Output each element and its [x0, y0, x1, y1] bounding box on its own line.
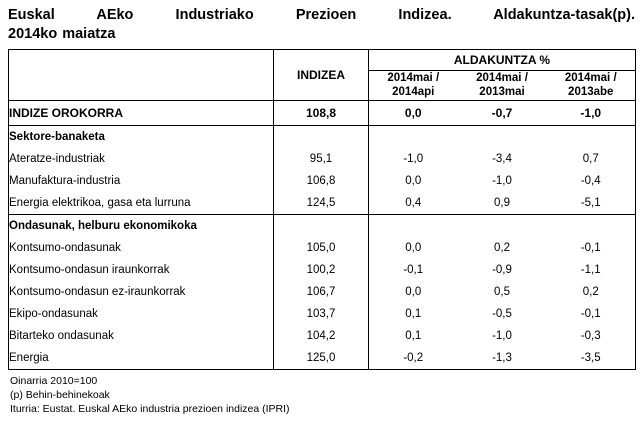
table-body: [9, 100, 636, 369]
table-row: [9, 347, 636, 370]
page-title-line2: 2014ko maiatza: [8, 25, 116, 42]
row-label: Ekipo-ondasunak: [9, 303, 274, 325]
cell-c3: -1,1: [547, 259, 636, 281]
row-label: Sektore-banaketa: [9, 125, 274, 148]
cell-c3: -1,0: [547, 100, 636, 125]
cell-c3: -0,1: [547, 303, 636, 325]
header-indizea: INDIZEA: [274, 50, 369, 101]
row-label: Ondasunak, helburu ekonomikoka: [9, 214, 274, 237]
footnotes: [8, 374, 635, 417]
cell-c1: 0,0: [405, 285, 422, 298]
cell-c2: [458, 214, 547, 237]
header-col2: [458, 71, 547, 101]
cell-c3: [547, 125, 636, 148]
header-col1-line1: 2014mai /: [387, 72, 440, 85]
header-corner-blank: [9, 50, 274, 101]
cell-c2: 0,2: [494, 241, 510, 254]
row-label: Energia: [9, 347, 274, 370]
cell-c2: -0,9: [492, 263, 512, 276]
header-col3-line2: 2013abe: [568, 86, 614, 99]
cell-indizea: 100,2: [274, 259, 369, 281]
cell-c1: 0,0: [405, 241, 422, 254]
row-label: INDIZE OROKORRA: [9, 100, 274, 125]
cell-c2: -1,0: [492, 174, 512, 187]
cell-indizea: 108,8: [274, 100, 369, 125]
header-aldakuntza: ALDAKUNTZA %: [369, 50, 636, 71]
cell-c1: 0,4: [369, 192, 458, 215]
cell-c1: 0,1: [405, 307, 422, 320]
cell-indizea: 124,5: [274, 192, 369, 215]
cell-c2: -0,5: [492, 307, 512, 320]
cell-c3: -0,4: [547, 170, 636, 192]
cell-c2: -1,0: [492, 329, 512, 342]
cell-c3: -5,1: [547, 192, 636, 215]
cell-c1: -0,2: [369, 347, 458, 370]
cell-c3: 0,7: [547, 148, 636, 170]
header-col1: [369, 71, 458, 101]
cell-c1: 0,0: [405, 174, 422, 187]
table-row: [9, 214, 636, 237]
row-label: Bitarteko ondasunak: [9, 325, 274, 347]
table-row: [9, 281, 636, 303]
cell-c1: [369, 125, 458, 148]
cell-c2: -1,3: [458, 347, 547, 370]
cell-c3: [547, 214, 636, 237]
cell-indizea: [274, 214, 369, 237]
cell-c1: -1,0: [403, 152, 424, 165]
table-row: [9, 192, 636, 215]
table-row: [9, 100, 636, 125]
table-row: [9, 170, 636, 192]
cell-c2: -0,7: [458, 100, 547, 125]
table-row: [9, 237, 636, 259]
cell-c2: 0,9: [458, 192, 547, 215]
cell-c2: 0,5: [494, 285, 510, 298]
page-title: [8, 6, 635, 43]
row-label: Ateratze-industriak: [9, 148, 274, 170]
row-label: Kontsumo-ondasunak: [9, 237, 274, 259]
cell-indizea: [274, 125, 369, 148]
footnote-source: Iturria: Eustat. Euskal AEko industria prezioen indizea (IPRI): [10, 403, 290, 416]
footnote-provisional: (p) Behin-behinekoak: [10, 389, 110, 402]
table-row: [9, 125, 636, 148]
ipri-table: [8, 49, 636, 370]
cell-c1: [369, 214, 458, 237]
cell-indizea: 106,8: [274, 170, 369, 192]
table-row: [9, 259, 636, 281]
cell-c1: -0,1: [403, 263, 424, 276]
cell-c3: 0,2: [547, 281, 636, 303]
header-col1-line2: 2014api: [392, 86, 435, 99]
header-col2-line2: 2013mai: [479, 86, 525, 99]
cell-c3: -0,3: [547, 325, 636, 347]
row-label: Kontsumo-ondasun ez-iraunkorrak: [9, 281, 274, 303]
table-row: [9, 148, 636, 170]
table-row: [9, 303, 636, 325]
cell-c1: 0,1: [405, 329, 422, 342]
header-col3: [547, 71, 636, 101]
cell-indizea: 106,7: [274, 281, 369, 303]
row-label: Manufaktura-industria: [9, 170, 274, 192]
header-col3-line1: 2014mai /: [564, 72, 617, 85]
table-header: [9, 50, 636, 101]
table-row: [9, 325, 636, 347]
row-label: Energia elektrikoa, gasa eta lurruna: [9, 192, 274, 215]
cell-c3: -0,1: [547, 237, 636, 259]
cell-indizea: 103,7: [274, 303, 369, 325]
header-col2-line1: 2014mai /: [476, 72, 528, 85]
row-label: Kontsumo-ondasun iraunkorrak: [9, 259, 274, 281]
cell-indizea: 95,1: [274, 148, 369, 170]
cell-c3: -3,5: [547, 347, 636, 370]
cell-c2: [458, 125, 547, 148]
cell-indizea: 104,2: [274, 325, 369, 347]
header-row-top: [9, 50, 636, 71]
cell-c2: -3,4: [492, 152, 512, 165]
footnote-base: Oinarria 2010=100: [10, 374, 98, 387]
page-title-line1: Euskal AEko Industriako Prezioen Indizea. Aldakuntza-tasak(p).: [8, 7, 635, 23]
cell-c1: 0,0: [369, 100, 458, 125]
cell-indizea: 105,0: [274, 237, 369, 259]
cell-indizea: 125,0: [274, 347, 369, 370]
